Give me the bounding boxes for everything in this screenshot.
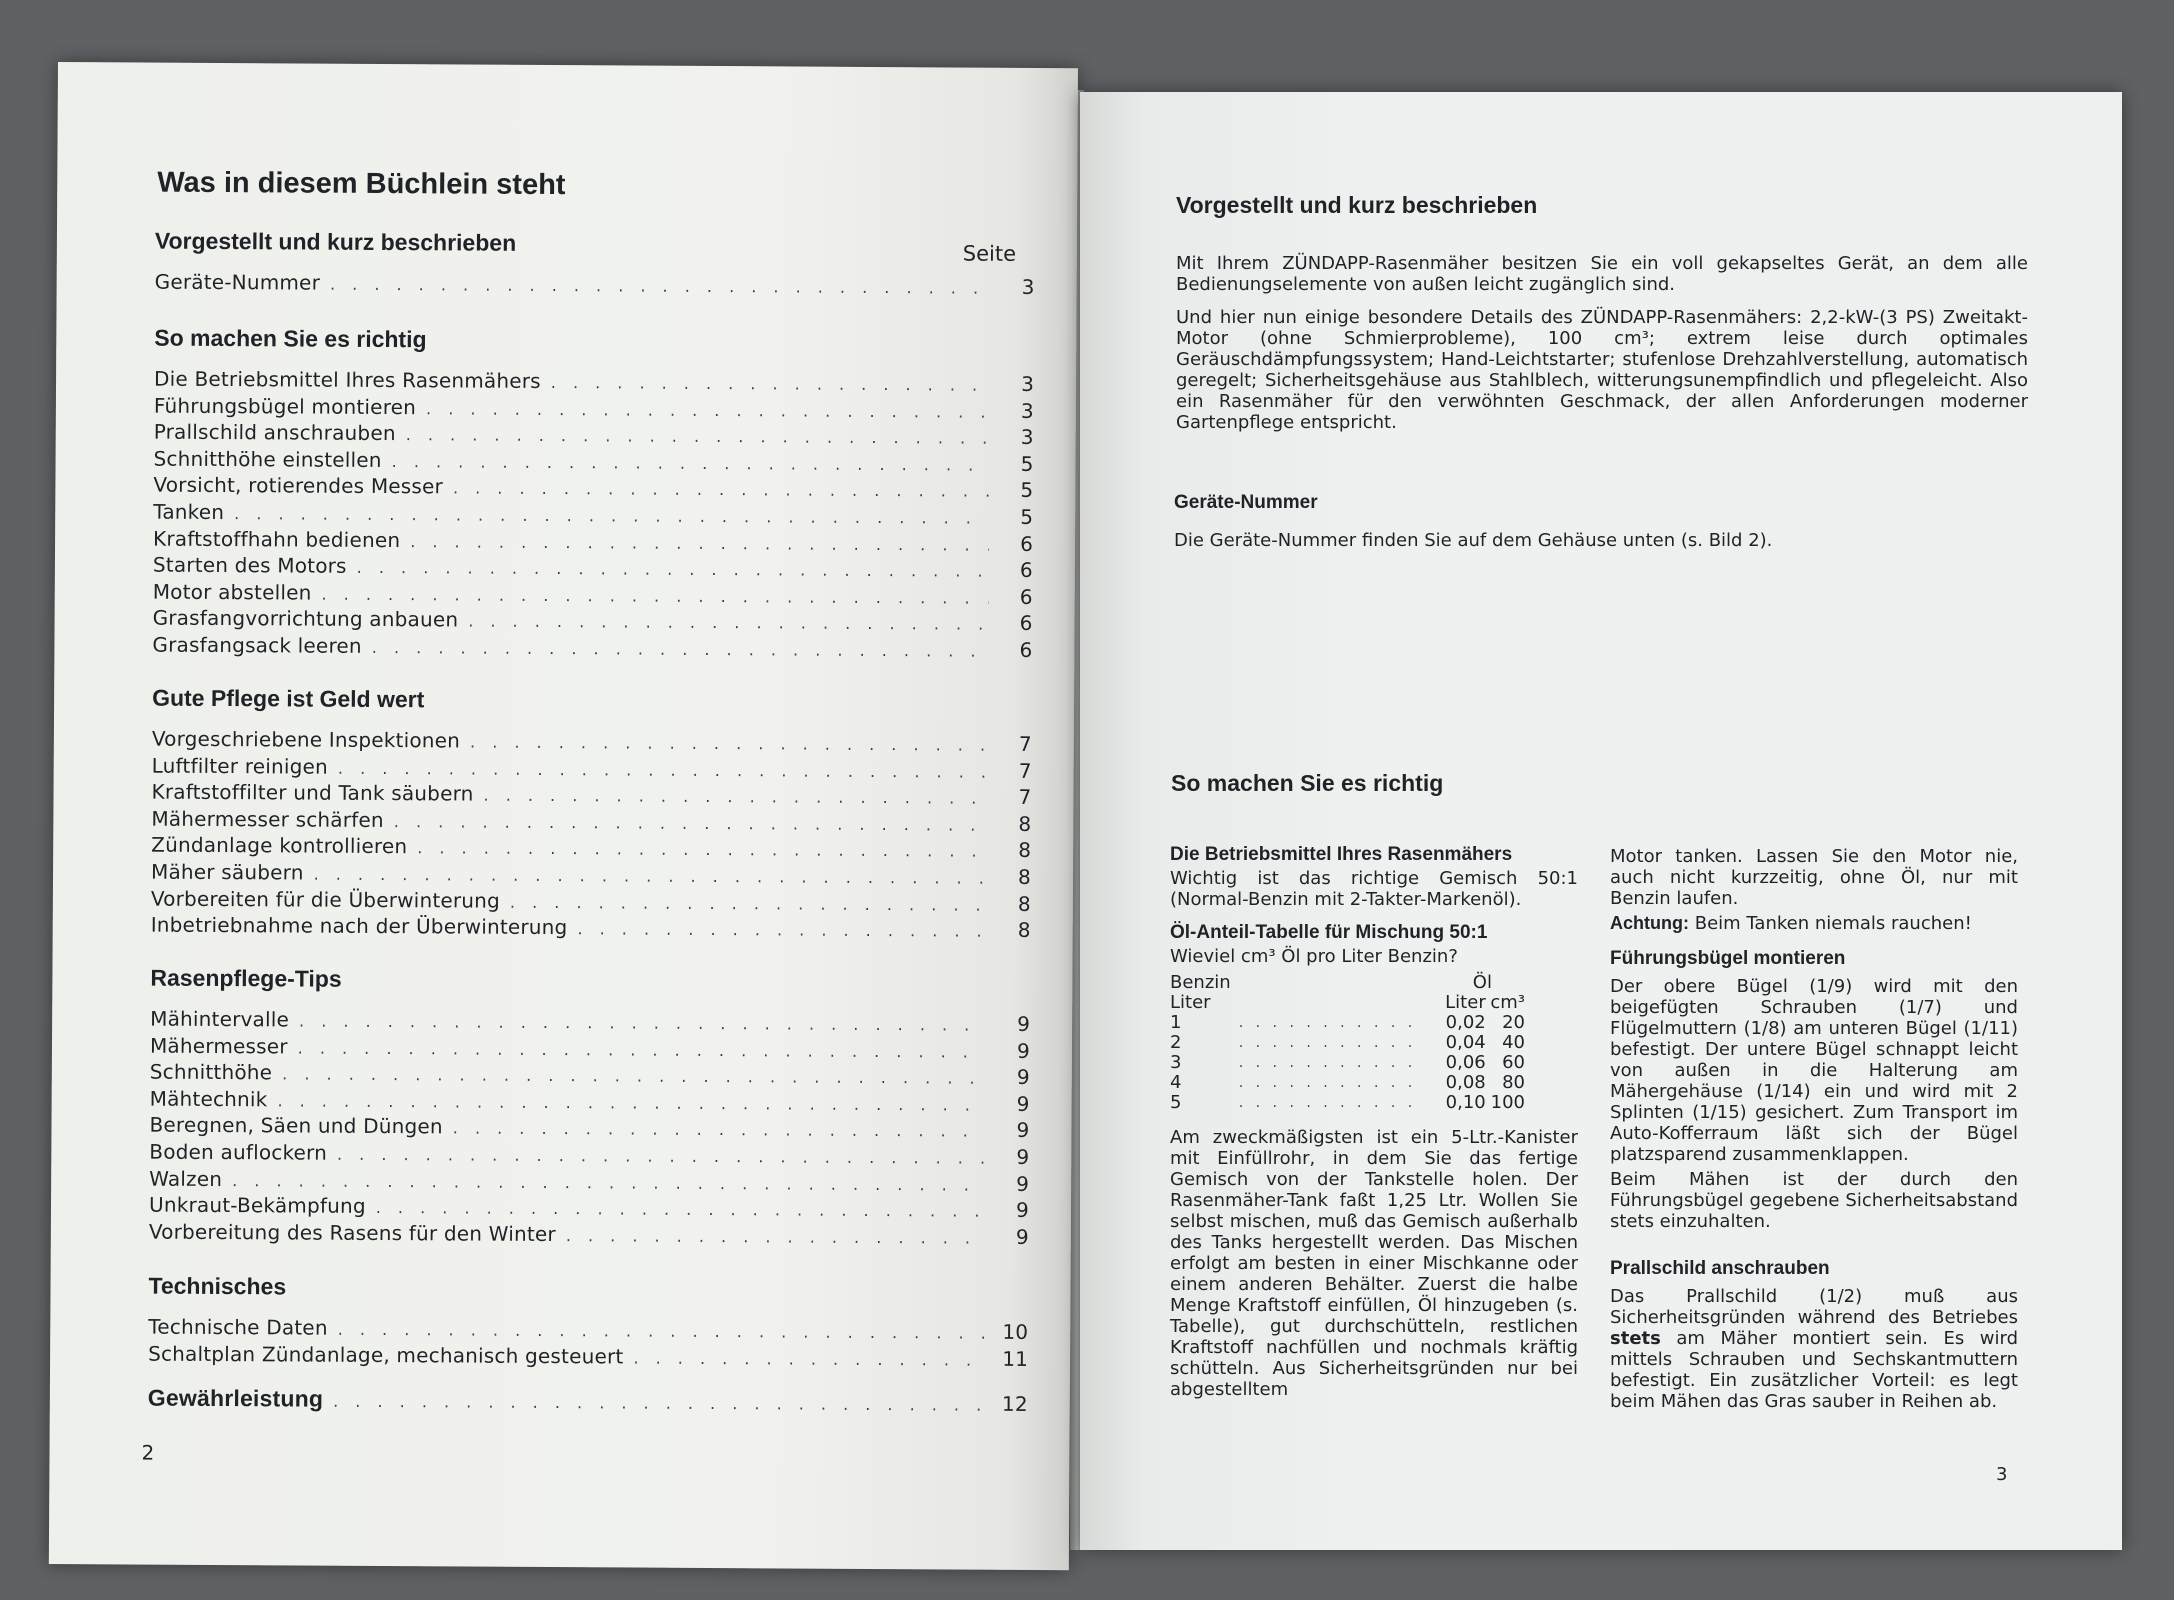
subsection-heading: Prallschild anschrauben (1610, 1258, 1830, 1279)
toc-entry-page: 6 (1020, 531, 1034, 556)
leader-dots (321, 584, 988, 607)
right-page (1080, 92, 2122, 1550)
leader-dots (333, 1392, 984, 1415)
toc-entry-page: 9 (1015, 1198, 1030, 1223)
paragraph: Motor tanken. Lassen Sie den Motor nie, auch nicht kurzzeitig, ohne Öl, nur mit Benzin laufen. (1610, 846, 2018, 909)
toc-entry-label: Walzen (149, 1166, 223, 1191)
toc-entry-label: Führungsbügel montieren (153, 393, 417, 419)
leader-dots (299, 1011, 986, 1034)
table-cell: 3 (1170, 1052, 1182, 1073)
toc-section-heading: Rasenpflege-Tips (150, 964, 342, 992)
toc-entry (151, 913, 1031, 945)
toc-entry-label: Kraftstoffhahn bedienen (153, 526, 401, 552)
leader-dots (338, 758, 988, 781)
table-row (1170, 1093, 1525, 1113)
leader-dots (337, 1145, 985, 1168)
table-cell: 0,10 (1445, 1092, 1486, 1113)
subsection-heading: Geräte-Nummer (1174, 492, 1318, 513)
leader-dots: . . . . . . . . . . . (1238, 1015, 1417, 1031)
leader-dots (453, 1119, 986, 1141)
toc-entry-page: 9 (1015, 1224, 1029, 1249)
leader-dots (232, 1171, 985, 1195)
toc-section (155, 228, 1035, 302)
subsection-heading: Die Betriebsmittel Ihres Rasenmähers (1170, 844, 1513, 865)
toc-entry-label: Mähermesser schärfen (151, 806, 384, 832)
leader-dots (372, 638, 989, 661)
toc-entry (152, 633, 1032, 665)
paragraph: Die Geräte-Nummer finden Sie auf dem Gehäuse unten (s. Bild 2). (1174, 530, 1773, 551)
table-head-liter: Liter (1445, 992, 1486, 1013)
paragraph: Am zweckmäßigsten ist ein 5-Ltr.-Kanister mit Einfüllrohr, in dem Sie das fertige Gemisch von der Tankstelle holen. Der Rasenmäher-Tank faßt 1,25 Ltr. Wollen Sie selbst mischen, muß das Gemisch außerhalb des Tanks hergestellt werden. Das Mischen erfolgt am besten in einer Mischkanne oder einem anderen Behälter. Zuerst die halbe Menge Kraftstoff einfüllen, Öl hinzugeben (s. Tabelle), gut durchschütteln, restlichen Kraftstoff nachfüllen und nochmals kräftig schütteln. Aus Sicherheitsgründen nur bei abgestelltem (1170, 1127, 1578, 1400)
toc-entry-page: 7 (1018, 758, 1032, 783)
toc-entry-label: Mäher säubern (150, 859, 304, 885)
toc-entry-page: 3 (1021, 371, 1035, 396)
toc-entry-label: Motor abstellen (152, 579, 312, 605)
toc-entry-page: 12 (1001, 1391, 1028, 1416)
toc-entry (148, 1341, 1028, 1373)
table-cell: 0,02 (1445, 1012, 1486, 1033)
toc-section-heading: Technisches (148, 1272, 287, 1300)
toc-entry-label: Kraftstoffilter und Tank säubern (151, 779, 474, 806)
toc-entry-label: Beregnen, Säen und Düngen (149, 1112, 443, 1139)
geraete-section (1174, 492, 2026, 563)
table-heading: Öl-Anteil-Tabelle für Mischung 50:1 (1170, 922, 1488, 943)
leader-dots (314, 865, 988, 888)
toc-entry-page: 7 (1018, 785, 1032, 810)
leader-dots (453, 479, 990, 501)
text-column-right (1610, 846, 2018, 1416)
toc-entry-label: Die Betriebsmittel Ihres Rasenmähers (153, 366, 541, 393)
toc-section-heading: So machen Sie es richtig (154, 324, 427, 353)
toc-entry-page: 9 (1016, 1065, 1030, 1090)
leader-dots (406, 425, 990, 448)
toc-entry-label: Vorsicht, rotierendes Messer (153, 472, 444, 499)
leader-dots (417, 839, 987, 861)
toc-entry-page: 8 (1018, 811, 1032, 836)
leader-dots (470, 733, 988, 755)
table-head-cm3: cm³ (1490, 992, 1525, 1013)
paragraph: Beim Mähen ist der durch den Führungsbügel gegebene Sicherheitsabstand stets einzuhalten. (1610, 1169, 2018, 1232)
section-heading: So machen Sie es richtig (1171, 770, 1444, 796)
text-column-left (1170, 844, 1578, 1404)
leader-dots (510, 892, 987, 914)
toc-entry-page: 5 (1020, 478, 1034, 503)
table-cell: 20 (1502, 1012, 1525, 1033)
toc-entry-page: 6 (1019, 611, 1033, 636)
toc-entry-label: Prallschild anschrauben (153, 419, 396, 446)
intro-section (1176, 192, 2028, 445)
richtig-section (1171, 770, 2023, 797)
toc-entry-label: Grasfangvorrichtung anbauen (152, 605, 459, 632)
leader-dots (376, 1198, 985, 1221)
paragraph: Wichtig ist das richtige Gemisch 50:1 (Normal-Benzin mit 2-Takter-Markenöl). (1170, 868, 1578, 910)
page-number: 3 (1996, 1464, 2008, 1485)
toc-entry-label: Zündanlage kontrollieren (151, 832, 408, 859)
emphasis-text: stets (1610, 1328, 1661, 1349)
toc-entry-page: 3 (1021, 274, 1035, 299)
toc-entry-label: Technische Daten (148, 1314, 328, 1340)
leader-dots: . . . . . . . . . . . (1238, 1055, 1417, 1071)
toc-entry-page: 8 (1018, 838, 1032, 863)
toc-entry-page: 9 (1016, 1144, 1030, 1169)
table-cell: 100 (1490, 1092, 1525, 1113)
toc-entry-label: Vorbereitung des Rasens für den Winter (148, 1219, 556, 1246)
leader-dots (468, 612, 988, 634)
toc-entry-label: Tanken (153, 499, 225, 524)
toc-entry-label: Schnitthöhe einstellen (153, 446, 382, 472)
toc-entry-page: 8 (1018, 864, 1032, 889)
toc-section-heading: Gewährleistung (147, 1384, 324, 1412)
table-row (1170, 1053, 1525, 1073)
achtung-text: Beim Tanken niemals rauchen! (1694, 913, 1972, 934)
paragraph (1610, 1286, 2018, 1412)
toc-section (151, 685, 1033, 945)
left-page (49, 62, 1078, 1570)
toc-entry-page: 11 (1002, 1346, 1029, 1371)
table-head-benzin: Benzin (1170, 972, 1231, 993)
table-question: Wieviel cm³ Öl pro Liter Benzin? (1170, 946, 1458, 967)
toc-entry-label: Vorgeschriebene Inspektionen (151, 726, 461, 753)
toc-entry-label: Unkraut-Bekämpfung (148, 1192, 366, 1219)
toc-entry-page: 9 (1016, 1038, 1031, 1063)
toc-entry-page: 9 (1017, 1011, 1031, 1036)
toc-entry-label: Mähtechnik (149, 1086, 268, 1112)
leader-dots (357, 558, 989, 581)
toc-entry-page: 9 (1016, 1091, 1030, 1116)
leader-dots: . . . . . . . . . . . (1238, 1095, 1417, 1111)
leader-dots (410, 532, 989, 555)
table-cell: 5 (1170, 1092, 1182, 1113)
table-cell: 40 (1502, 1032, 1525, 1053)
table-cell: 1 (1170, 1012, 1182, 1033)
table-cell: 0,08 (1445, 1072, 1486, 1093)
toc-entry (148, 1385, 1028, 1424)
toc-entry-label: Mähermesser (149, 1033, 288, 1059)
leader-dots: . . . . . . . . . . . (1238, 1035, 1417, 1051)
table-cell: 80 (1502, 1072, 1525, 1093)
toc-entry-label: Grasfangsack leeren (152, 632, 362, 658)
table-cell: 4 (1170, 1072, 1182, 1093)
toc-entry (149, 1219, 1029, 1251)
leader-dots: . . . . . . . . . . . (1238, 1075, 1417, 1091)
section-heading: Vorgestellt und kurz beschrieben (1176, 192, 1538, 218)
toc-entry-page: 3 (1020, 425, 1034, 450)
toc-entry-label: Boden auflockern (149, 1139, 328, 1165)
toc-section (148, 1273, 1029, 1374)
toc-section (152, 325, 1034, 665)
leader-dots (298, 1038, 986, 1061)
leader-dots (234, 504, 989, 528)
toc-section-heading: Gute Pflege ist Geld wert (152, 684, 425, 713)
toc-entry-page: 8 (1017, 918, 1031, 943)
table-row (1170, 1073, 1525, 1093)
toc-entry-label: Vorbereiten für die Überwinterung (150, 886, 501, 913)
toc-entry-page: 5 (1020, 504, 1034, 529)
leader-dots (577, 919, 986, 940)
toc-entry-page: 3 (1020, 398, 1034, 423)
toc-entry-page: 6 (1019, 584, 1033, 609)
table-row (1170, 1013, 1525, 1033)
toc-entry-page: 6 (1019, 558, 1033, 583)
leader-dots (277, 1091, 985, 1114)
leader-dots (551, 373, 990, 395)
achtung-label: Achtung: (1610, 913, 1689, 933)
toc-section-heading: Vorgestellt und kurz beschrieben (154, 227, 517, 256)
leader-dots (566, 1226, 985, 1248)
achtung-note (1610, 913, 2018, 934)
toc-entry-page: 7 (1018, 731, 1032, 756)
leader-dots (633, 1348, 984, 1369)
table-cell: 60 (1502, 1052, 1525, 1073)
leader-dots (338, 1320, 985, 1343)
toc-entry-label: Schnitthöhe (149, 1059, 273, 1085)
table-row (1170, 1033, 1525, 1053)
toc-entry-label: Geräte-Nummer (154, 269, 321, 295)
toc-entry-page: 9 (1016, 1118, 1030, 1143)
toc-entry-label: Starten des Motors (152, 552, 347, 578)
page-number: 2 (141, 1440, 155, 1465)
seite-label: Seite (962, 241, 1017, 266)
toc-entry-page: 8 (1017, 891, 1031, 916)
table-head-oel: Öl (1472, 972, 1492, 993)
leader-dots (394, 812, 988, 835)
paragraph-text: Das Prallschild (1/2) muß aus Sicherheitsgründen während des Betriebes (1610, 1286, 2018, 1328)
table-cell: 0,06 (1445, 1052, 1486, 1073)
table-head-liter: Liter (1170, 992, 1211, 1013)
paragraph-text: am Mäher montiert sein. Es wird mittels Schrauben und Sechskantmuttern befestigt. Ein zusätzlicher Vorteil: es legt beim Mähen das Gras sauber in Reihen ab. (1610, 1328, 2018, 1412)
toc-title: Was in diesem Büchlein steht (157, 166, 566, 202)
toc-entry (155, 270, 1035, 302)
table-cell: 0,04 (1445, 1032, 1486, 1053)
paragraph: Der obere Bügel (1/9) wird mit den beigefügten Schrauben (1/7) und Flügelmuttern (1/8) am unteren Bügel (1/11) befestigt. Der untere Bügel schnappt leicht von außen in die Halterung am Mähergehäuse (1/14) ein und wird mit 2 Splinten (1/15) gesichert. Zum Transport im Auto-Kofferraum läßt sich der Bügel platzsparend zusammenklappen. (1610, 976, 2018, 1165)
paragraph: Mit Ihrem ZÜNDAPP-Rasenmäher besitzen Sie ein voll gekapseltes Gerät, an dem alle Bedienungselemente von außen leicht zugänglich sind. (1176, 253, 2028, 295)
leader-dots (392, 452, 990, 475)
toc-entry-page: 5 (1020, 451, 1034, 476)
leader-dots (330, 275, 991, 298)
toc-section (149, 965, 1031, 1252)
subsection-heading: Führungsbügel montieren (1610, 948, 1846, 969)
leader-dots (484, 786, 988, 808)
toc-entry-page: 6 (1019, 637, 1033, 662)
leader-dots (282, 1065, 986, 1088)
paragraph: Und hier nun einige besondere Details des ZÜNDAPP-Rasenmähers: 2,2-kW-(3 PS) Zweitakt-Motor (ohne Schmierprobleme), 100 cm³; extrem leise durch optimales Geräuschdämpfungssystem; Hand-Leichtstarter; stufenlose Drehzahlverstellung, automatisch geregelt; Sicherheitsgehäuse aus Stahlblech, witterungsunempfindlich und pflegeleicht. Also ein Rasenmäher für den verwöhnten Geschmack, der allen Anforderungen moderner Gartenpflege entspricht. (1176, 307, 2028, 433)
toc-entry-page: 9 (1016, 1171, 1030, 1196)
toc-section (148, 1385, 1028, 1424)
toc-entry-label: Schaltplan Zündanlage, mechanisch gesteuert (148, 1341, 624, 1369)
table-cell: 2 (1170, 1032, 1182, 1053)
oil-mix-table (1170, 973, 1525, 1113)
toc-entry-label: Luftfilter reinigen (151, 753, 329, 779)
toc-entry-page: 10 (1002, 1319, 1029, 1344)
leader-dots (426, 399, 990, 421)
toc-entry-label: Inbetriebnahme nach der Überwinterung (150, 912, 568, 940)
toc-entry-label: Mähintervalle (150, 1006, 290, 1032)
